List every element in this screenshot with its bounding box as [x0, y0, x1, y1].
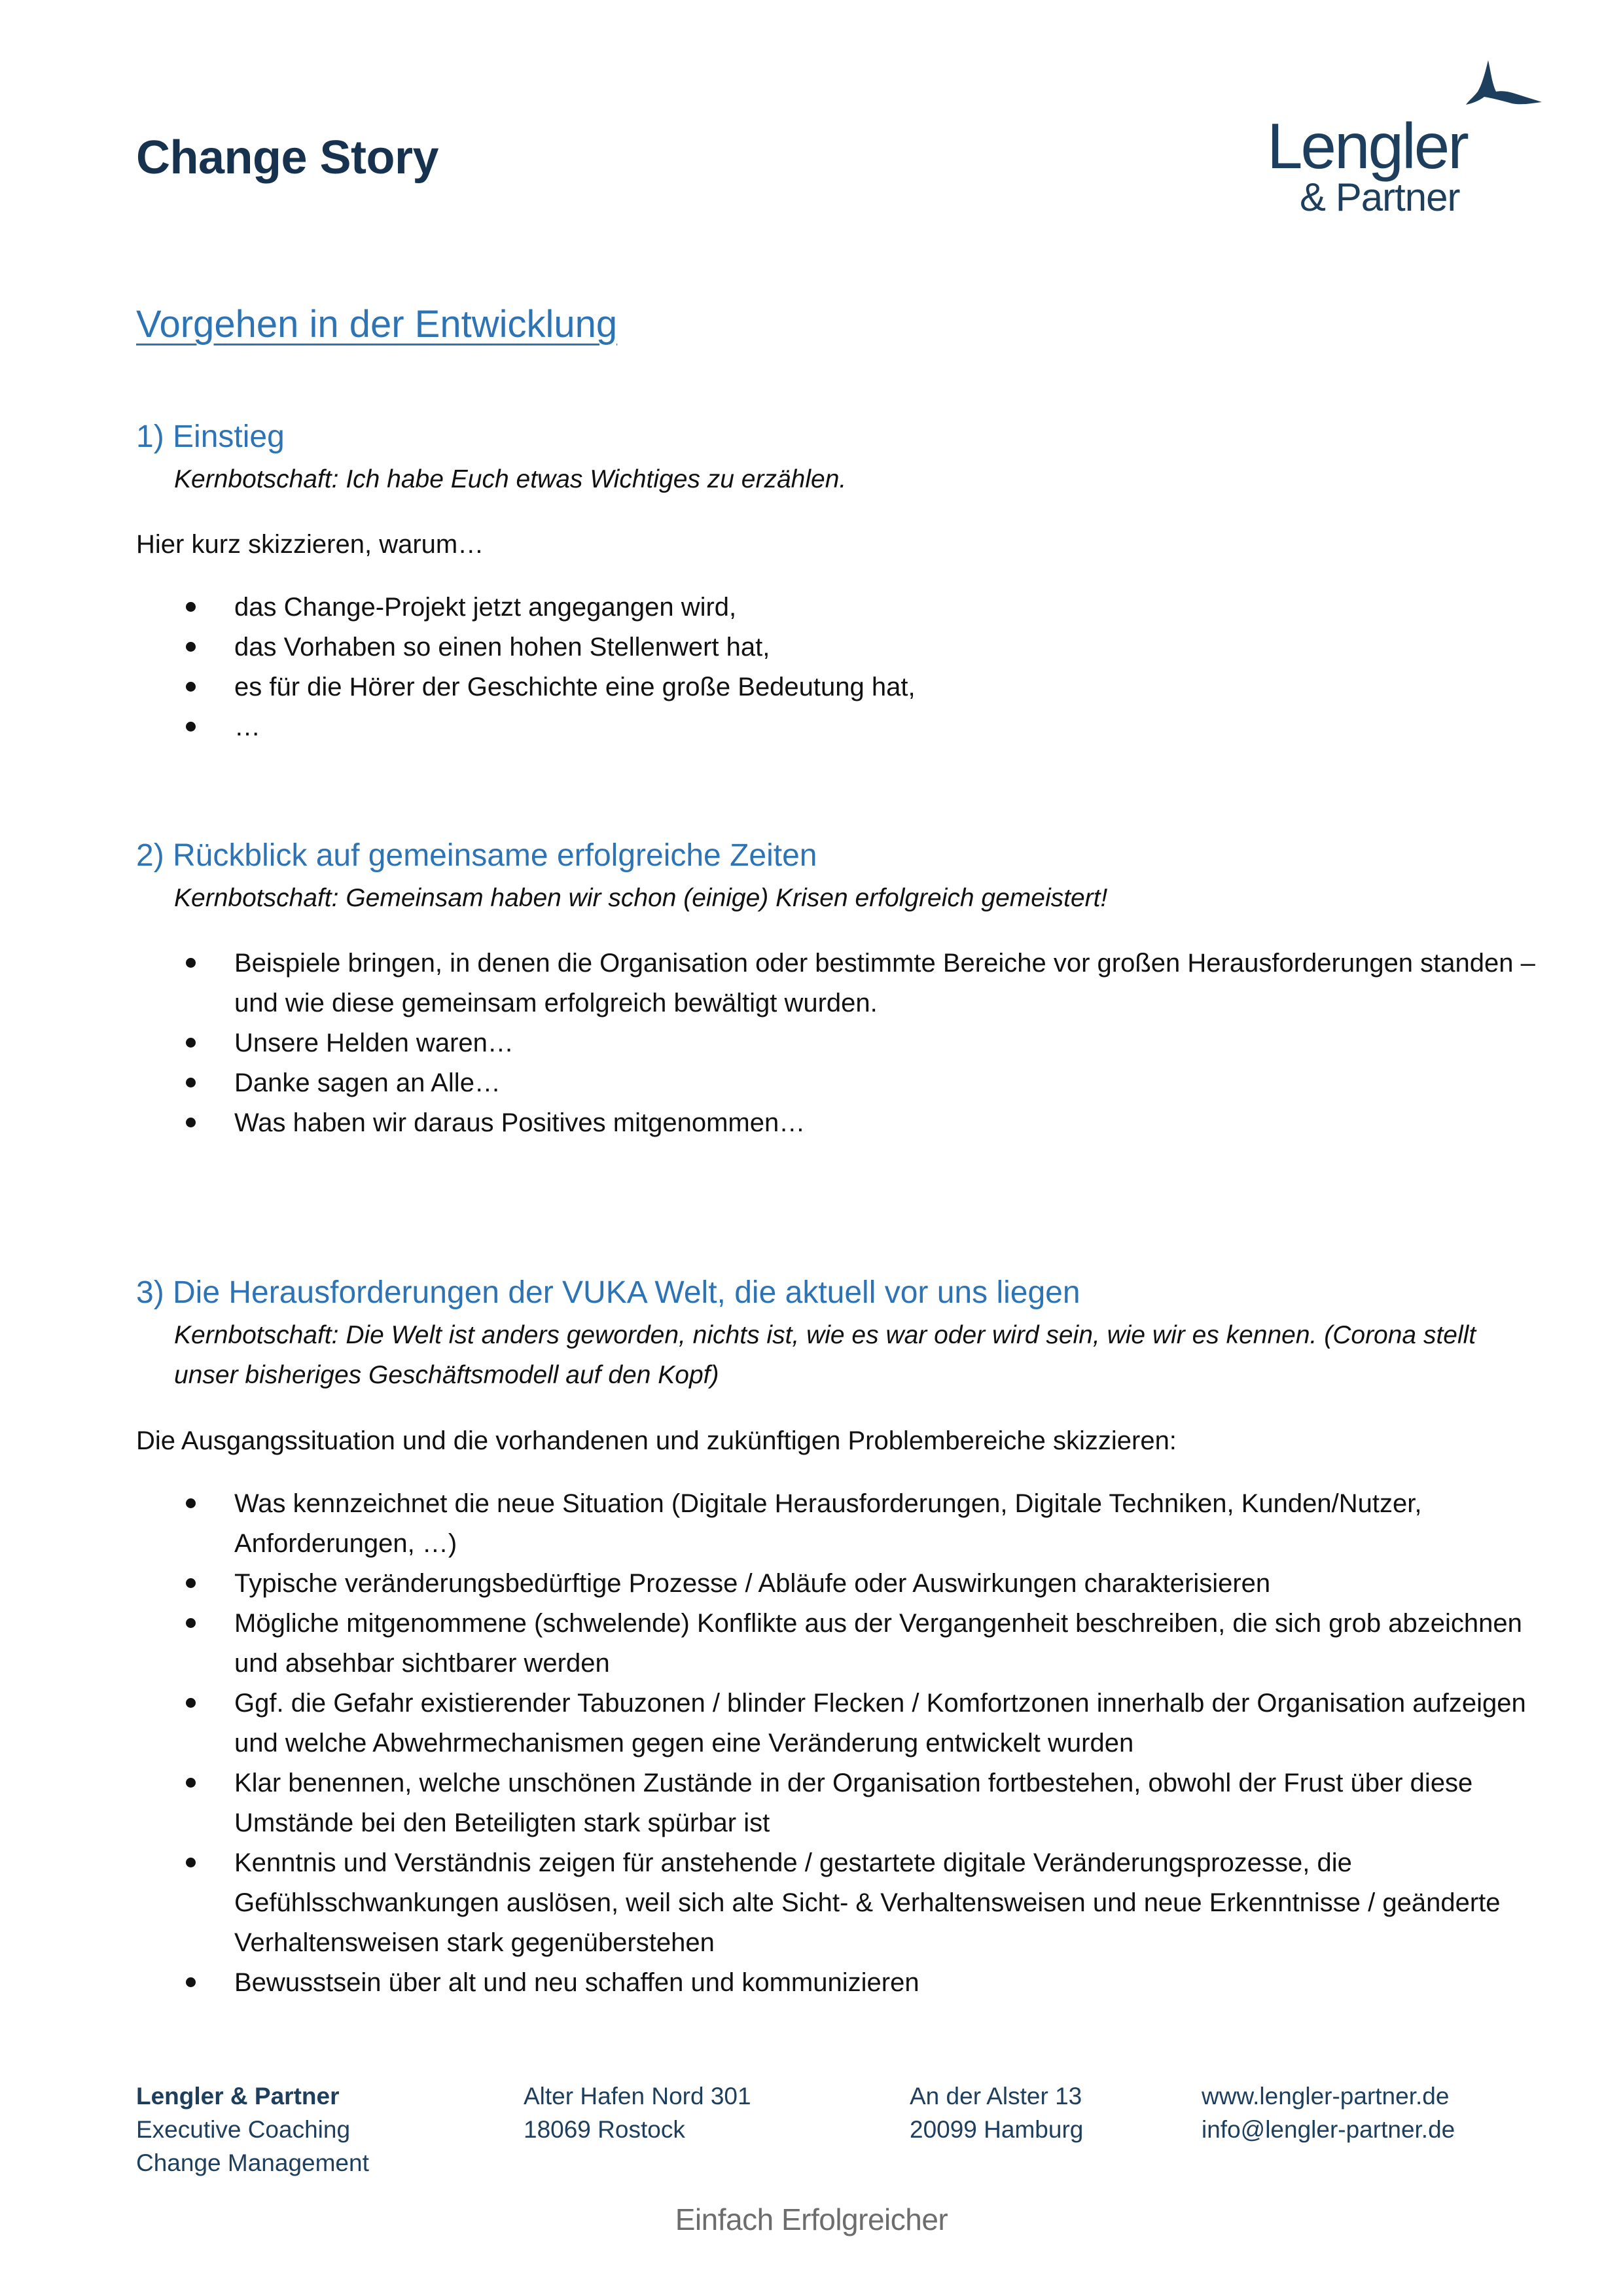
bullet-icon — [186, 1778, 196, 1788]
list-item: … — [0, 707, 1537, 747]
bullet-icon — [186, 958, 196, 968]
bullet-icon — [186, 602, 196, 612]
list-item: das Change-Projekt jetzt angegangen wird, — [0, 588, 1537, 627]
footer-company-line3: Change Management — [136, 2149, 369, 2176]
list-item: Klar benennen, welche unschönen Zustände in der Organisation fortbestehen, obwohl der Frust über diese Umstände bei den Beteiligten stark spürbar ist — [0, 1763, 1537, 1843]
bullet-icon — [186, 1977, 196, 1987]
bullet-icon — [186, 1618, 196, 1628]
bullet-icon — [186, 1858, 196, 1867]
list-item: Danke sagen an Alle… — [0, 1063, 1537, 1103]
logo-partner: & Partner — [1300, 175, 1460, 219]
section-3-heading: 3) Die Herausforderungen der VUKA Welt, die aktuell vor uns liegen — [136, 1275, 1080, 1310]
footer-company-name: Lengler & Partner — [136, 2083, 340, 2110]
footer-company-line2: Executive Coaching — [136, 2116, 351, 2143]
section-2-kernbotschaft: Kernbotschaft: Gemeinsam haben wir schon (einige) Krisen erfolgreich gemeistert! — [174, 884, 1108, 912]
company-logo — [1257, 58, 1544, 221]
logo-name: Lengler — [1267, 110, 1467, 182]
bullet-icon — [186, 722, 196, 732]
section-1-bullets — [0, 588, 1571, 747]
footer-contact — [1202, 2079, 1455, 2146]
bullet-icon — [186, 642, 196, 652]
footer-website-link[interactable]: www.lengler-partner.de — [1202, 2083, 1450, 2110]
list-item: Bewusstsein über alt und neu schaffen und kommunizieren — [0, 1963, 1537, 2003]
section-2-bullets — [0, 944, 1571, 1143]
list-item: Beispiele bringen, in denen die Organisation oder bestimmte Bereiche vor großen Herausforderungen standen – und wie diese gemeinsam erfolgreich bewältigt wurden. — [0, 944, 1537, 1023]
list-item: Typische veränderungsbedürftige Prozesse / Abläufe oder Auswirkungen charakterisieren — [0, 1564, 1537, 1604]
section-1-intro: Hier kurz skizzieren, warum… — [136, 530, 484, 559]
section-1-heading: 1) Einstieg — [136, 419, 285, 454]
bullet-icon — [186, 1038, 196, 1048]
list-item: Ggf. die Gefahr existierender Tabuzonen / blinder Flecken / Komfortzonen innerhalb der Organisation aufzeigen und welche Abwehrmechanismen gegen eine Veränderung entwickelt wurden — [0, 1684, 1537, 1763]
section-3-bullets — [0, 1484, 1571, 2003]
list-item: das Vorhaben so einen hohen Stellenwert hat, — [0, 627, 1537, 667]
list-item: Was haben wir daraus Positives mitgenommen… — [0, 1103, 1537, 1143]
bullet-icon — [186, 1498, 196, 1508]
footer-company — [136, 2079, 369, 2180]
footer-rostock-address — [524, 2079, 751, 2146]
list-item: es für die Hörer der Geschichte eine große Bedeutung hat, — [0, 667, 1537, 707]
list-item: Kenntnis und Verständnis zeigen für anstehende / gestartete digitale Veränderungsprozesse, die Gefühlsschwankungen auslösen, weil sich alte Sicht- & Verhaltensweisen und neue Erkenntnisse / geänderte Verhaltensweisen stark gegenüberstehen — [0, 1843, 1537, 1963]
bullet-icon — [186, 1118, 196, 1127]
bullet-icon — [186, 1698, 196, 1708]
list-item: Unsere Helden waren… — [0, 1023, 1537, 1063]
footer-hamburg-street: An der Alster 13 — [910, 2083, 1082, 2110]
footer-rostock-city: 18069 Rostock — [524, 2116, 685, 2143]
footer-rostock-street: Alter Hafen Nord 301 — [524, 2083, 751, 2110]
footer-tagline: Einfach Erfolgreicher — [675, 2202, 948, 2236]
list-item: Mögliche mitgenommene (schwelende) Konflikte aus der Vergangenheit beschreiben, die sich grob abzeichnen und absehbar sichtbarer werden — [0, 1604, 1537, 1684]
section-1-kernbotschaft: Kernbotschaft: Ich habe Euch etwas Wichtiges zu erzählen. — [174, 465, 847, 493]
section-2-heading: 2) Rückblick auf gemeinsame erfolgreiche Zeiten — [136, 838, 817, 873]
document-title: Change Story — [136, 132, 439, 184]
footer-email-link[interactable]: info@lengler-partner.de — [1202, 2116, 1455, 2143]
footer-hamburg-city: 20099 Hamburg — [910, 2116, 1084, 2143]
section-heading: Vorgehen in der Entwicklung — [136, 303, 618, 345]
bullet-icon — [186, 682, 196, 692]
section-3-kernbotschaft: Kernbotschaft: Die Welt ist anders geworden, nichts ist, wie es war oder wird sein, wie wir es kennen. (Corona stellt unser bisheriges Geschäftsmodell auf den Kopf) — [174, 1321, 1476, 1389]
list-item: Was kennzeichnet die neue Situation (Digitale Herausforderungen, Digitale Techniken, Kunden/Nutzer, Anforderungen, …) — [0, 1484, 1537, 1564]
heron-icon — [1466, 58, 1544, 123]
footer-hamburg-address — [910, 2079, 1083, 2146]
bullet-icon — [186, 1578, 196, 1588]
bullet-icon — [186, 1078, 196, 1087]
section-3-intro: Die Ausgangssituation und die vorhandenen und zukünftigen Problembereiche skizzieren: — [136, 1426, 1177, 1455]
